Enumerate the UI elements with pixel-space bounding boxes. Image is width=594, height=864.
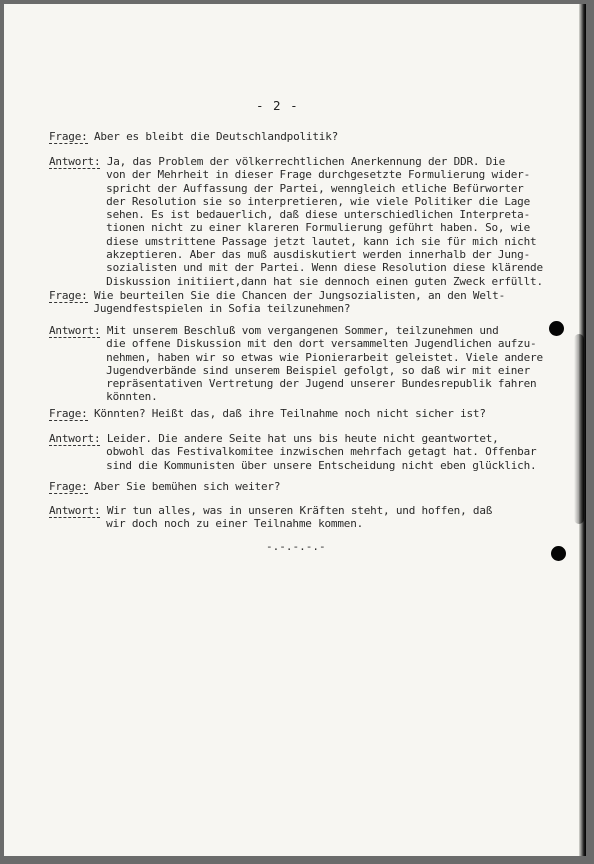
line-text: Wir tun alles, was in unseren Kräften steht, und hoffen, daß xyxy=(106,504,493,517)
question-block xyxy=(49,130,557,143)
line-text: Könnten? Heißt das, daß ihre Teilnahme noch nicht sicher ist? xyxy=(93,407,486,420)
text-line xyxy=(49,248,557,261)
line-text: von der Mehrheit in dieser Frage durchgesetzte Formulierung wider- xyxy=(106,168,531,182)
text-line xyxy=(49,302,557,315)
answer-block xyxy=(49,324,557,404)
line-text: könnten. xyxy=(106,390,158,404)
line-text: diese umstrittene Passage jetzt lautet, kann ich sie für mich nicht xyxy=(106,234,537,248)
text-line xyxy=(49,208,557,221)
question-block xyxy=(49,480,557,493)
answer-block xyxy=(49,432,557,472)
text-line xyxy=(49,155,557,168)
text-line xyxy=(49,432,557,445)
text-line xyxy=(49,517,557,530)
line-text: sind die Kommunisten über unsere Entscheidung nicht eben glücklich. xyxy=(106,458,537,472)
text-line xyxy=(49,195,557,208)
line-text: Aber es bleibt die Deutschlandpolitik? xyxy=(93,130,339,143)
text-line xyxy=(49,364,557,377)
speaker-label: Frage: xyxy=(49,480,88,493)
question-block xyxy=(49,407,557,420)
line-text: Diskussion initiiert,dann hat sie dennoch einen guten Zweck erfüllt. xyxy=(106,274,543,288)
line-text: tionen nicht zu einer klareren Formulierung geführt haben. So, wie xyxy=(106,221,531,235)
text-line xyxy=(49,289,557,302)
line-text: die offene Diskussion mit den dort versammelten Jugendlichen aufzu- xyxy=(106,337,537,351)
line-text: Wie beurteilen Sie die Chancen der Jungsozialisten, an den Welt- xyxy=(93,289,506,302)
speaker-label: Antwort: xyxy=(49,432,101,445)
line-text: sozialisten und mit der Partei. Wenn diese Resolution diese klärende xyxy=(106,261,543,275)
text-line xyxy=(49,130,557,143)
text-line xyxy=(49,275,557,288)
text-line xyxy=(49,351,557,364)
text-line xyxy=(49,261,557,274)
text-line xyxy=(49,168,557,181)
line-text: Jugendfestspielen in Sofia teilzunehmen? xyxy=(93,302,351,316)
line-text: Jugendverbände sind unserem Beispiel gefolgt, so daß wir mit einer xyxy=(106,363,531,377)
text-line xyxy=(49,182,557,195)
answer-block xyxy=(49,504,557,531)
line-text: spricht der Auffassung der Partei, wenngleich etliche Befürworter xyxy=(106,181,524,195)
speaker-label: Frage: xyxy=(49,289,88,302)
text-line xyxy=(49,407,557,420)
text-line xyxy=(49,445,557,458)
line-text: der Resolution sie so interpretieren, wie viele Politiker die Lage xyxy=(106,194,531,208)
line-text: Leider. Die andere Seite hat uns bis heute nicht geantwortet, xyxy=(106,432,499,445)
text-line xyxy=(49,390,557,403)
text-line xyxy=(49,377,557,390)
text-line xyxy=(49,235,557,248)
speaker-label: Antwort: xyxy=(49,155,101,168)
answer-block xyxy=(49,155,557,288)
text-line xyxy=(49,221,557,234)
speaker-label: Antwort: xyxy=(49,504,101,517)
punch-hole-upper xyxy=(549,321,564,336)
text-line xyxy=(49,324,557,337)
document-page xyxy=(4,4,586,856)
scan-edge-bleed xyxy=(574,334,584,524)
speaker-label: Frage: xyxy=(49,407,88,420)
text-line xyxy=(49,459,557,472)
page-number: - 2 - xyxy=(256,98,299,113)
end-mark: -.-.-.-.- xyxy=(266,540,326,553)
line-text: obwohl das Festivalkomitee inzwischen mehrfach getagt hat. Offenbar xyxy=(106,445,537,459)
line-text: sehen. Es ist bedauerlich, daß diese unterschiedlichen Interpreta- xyxy=(106,208,531,222)
text-line xyxy=(49,504,557,517)
text-line xyxy=(49,337,557,350)
speaker-label: Frage: xyxy=(49,130,88,143)
line-text: nehmen, haben wir so etwas wie Pionierarbeit geleistet. Viele andere xyxy=(106,350,543,364)
line-text: akzeptieren. Aber das muß ausdiskutiert werden innerhalb der Jung- xyxy=(106,248,531,262)
line-text: Ja, das Problem der völkerrechtlichen Anerkennung der DDR. Die xyxy=(106,155,506,168)
line-text: Mit unserem Beschluß vom vergangenen Sommer, teilzunehmen und xyxy=(106,324,499,337)
text-line xyxy=(49,480,557,493)
speaker-label: Antwort: xyxy=(49,324,101,337)
punch-hole-lower xyxy=(551,546,566,561)
line-text: repräsentativen Vertretung der Jugend unserer Bundesrepublik fahren xyxy=(106,377,537,391)
question-block xyxy=(49,289,557,316)
line-text: wir doch noch zu einer Teilnahme kommen. xyxy=(106,517,364,531)
line-text: Aber Sie bemühen sich weiter? xyxy=(93,480,281,493)
